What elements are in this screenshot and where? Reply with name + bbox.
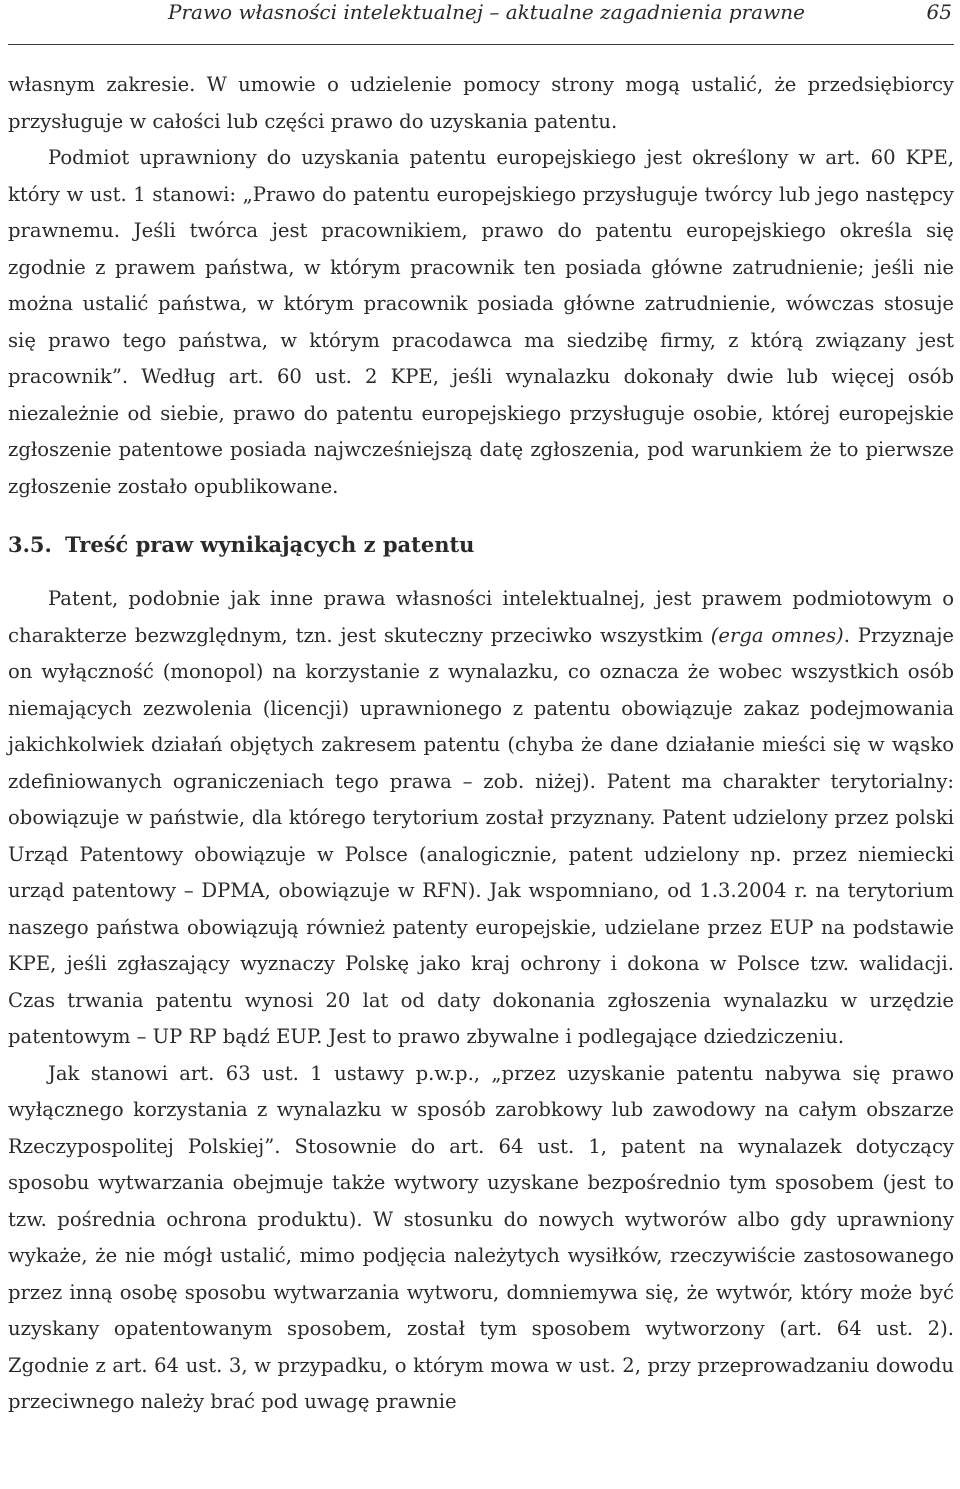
- section-title: Treść praw wynikających z patentu: [65, 532, 475, 557]
- running-header-title: Prawo własności intelektualnej – aktualne zagadnienia prawne: [168, 0, 805, 24]
- paragraph-continuation: własnym zakresie. W umowie o udzielenie pomocy strony mogą ustalić, że przedsiębiorcy przysługuje w całości lub części prawo do uzyskania patentu.: [8, 73, 954, 133]
- page-number: 65: [926, 0, 952, 24]
- paragraph-patent-rights-start: Patent, podobnie jak inne prawa własności intelektualnej, jest prawem podmiotowym o charakterze bezwzględnym, tzn. jest skuteczny przeciwko wszystkim: [8, 587, 954, 647]
- section-heading: [8, 527, 954, 563]
- paragraph-patent-rights-rest: . Przyznaje on wyłączność (monopol) na korzystanie z wynalazku, co oznacza że wobec wszystkich osób niemających zezwolenia (licencji) uprawnionego z patentu obowiązuje zakaz podejmowania jakichkolwiek działań objętych zakresem patentu (chyba że dane działanie mieści się w wąsko zdefiniowanych ograniczeniach tego prawa – zob. niżej). Patent ma charakter terytorialny: obowiązuje w państwie, dla którego terytorium został przyznany. Patent udzielony przez polski Urząd Patentowy obowiązuje w Polsce (analogicznie, patent udzielony np. przez niemiecki urząd patentowy – DPMA, obowiązuje w RFN). Jak wspomniano, od 1.3.2004 r. na terytorium naszego państwa obowiązują również patenty europejskie, udzielane przez EUP na podstawie KPE, jeśli zgłaszający wyznaczy Polskę jako kraj ochrony i dokona w Polsce tzw. walidacji. Czas trwania patentu wynosi 20 lat od daty dokonania zgłoszenia wynalazku w urzędzie patentowym – UP RP bądź EUP. Jest to prawo zbywalne i podlegające dziedziczeniu.: [8, 623, 954, 1048]
- paragraph-entitled-entity: Podmiot uprawniony do uzyskania patentu europejskiego jest określony w art. 60 KPE, który w ust. 1 stanowi: „Prawo do patentu europejskiego przysługuje twórcy lub jego następcy prawnemu. Jeśli twórca jest pracownikiem, prawo do patentu europejskiego określa się zgodnie z prawem państwa, w którym pracownik ten posiada główne zatrudnienie; jeśli nie można ustalić państwa, w którym pracownik posiada główne zatrudnienie, wówczas stosuje się prawo tego państwa, w którym pracodawca ma siedzibę firmy, z którą związany jest pracownik”. Według art. 60 ust. 2 KPE, jeśli wynalazku dokonały dwie lub więcej osób niezależnie od siebie, prawo do patentu europejskiego przysługuje osobie, której europejskie zgłoszenie patentowe posiada najwcześniejszą datę zgłoszenia, pod warunkiem że to pierwsze zgłoszenie zostało opublikowane.: [8, 146, 954, 498]
- section-number: 3.5.: [8, 532, 52, 557]
- paragraph-art-63: Jak stanowi art. 63 ust. 1 ustawy p.w.p., „przez uzyskanie patentu nabywa się prawo wyłącznego korzystania z wynalazku w sposób zarobkowy lub zawodowy na całym obszarze Rzeczypospolitej Polskiej”. Stosownie do art. 64 ust. 1, patent na wynalazek dotyczący sposobu wytwarzania obejmuje także wytwory uzyskane bezpośrednio tym sposobem (jest to tzw. pośrednia ochrona produktu). W stosunku do nowych wytworów albo gdy uprawniony wykaże, że nie mógł ustalić, mimo podjęcia należytych wysiłków, rzeczywiście zastosowanego przez inną osobę sposobu wytwarzania wytworu, domniemywa się, że wytwór, który może być uzyskany opatentowanym sposobem, został tym sposobem wytworzony (art. 64 ust. 2). Zgodnie z art. 64 ust. 3, w przypadku, o którym mowa w ust. 2, przy przeprowadzaniu dowodu przeciwnego należy brać pod uwagę prawnie: [8, 1061, 954, 1413]
- paragraph-patent-rights: [8, 581, 954, 1056]
- erga-omnes-term: (erga omnes): [710, 623, 844, 647]
- running-header: [8, 0, 954, 45]
